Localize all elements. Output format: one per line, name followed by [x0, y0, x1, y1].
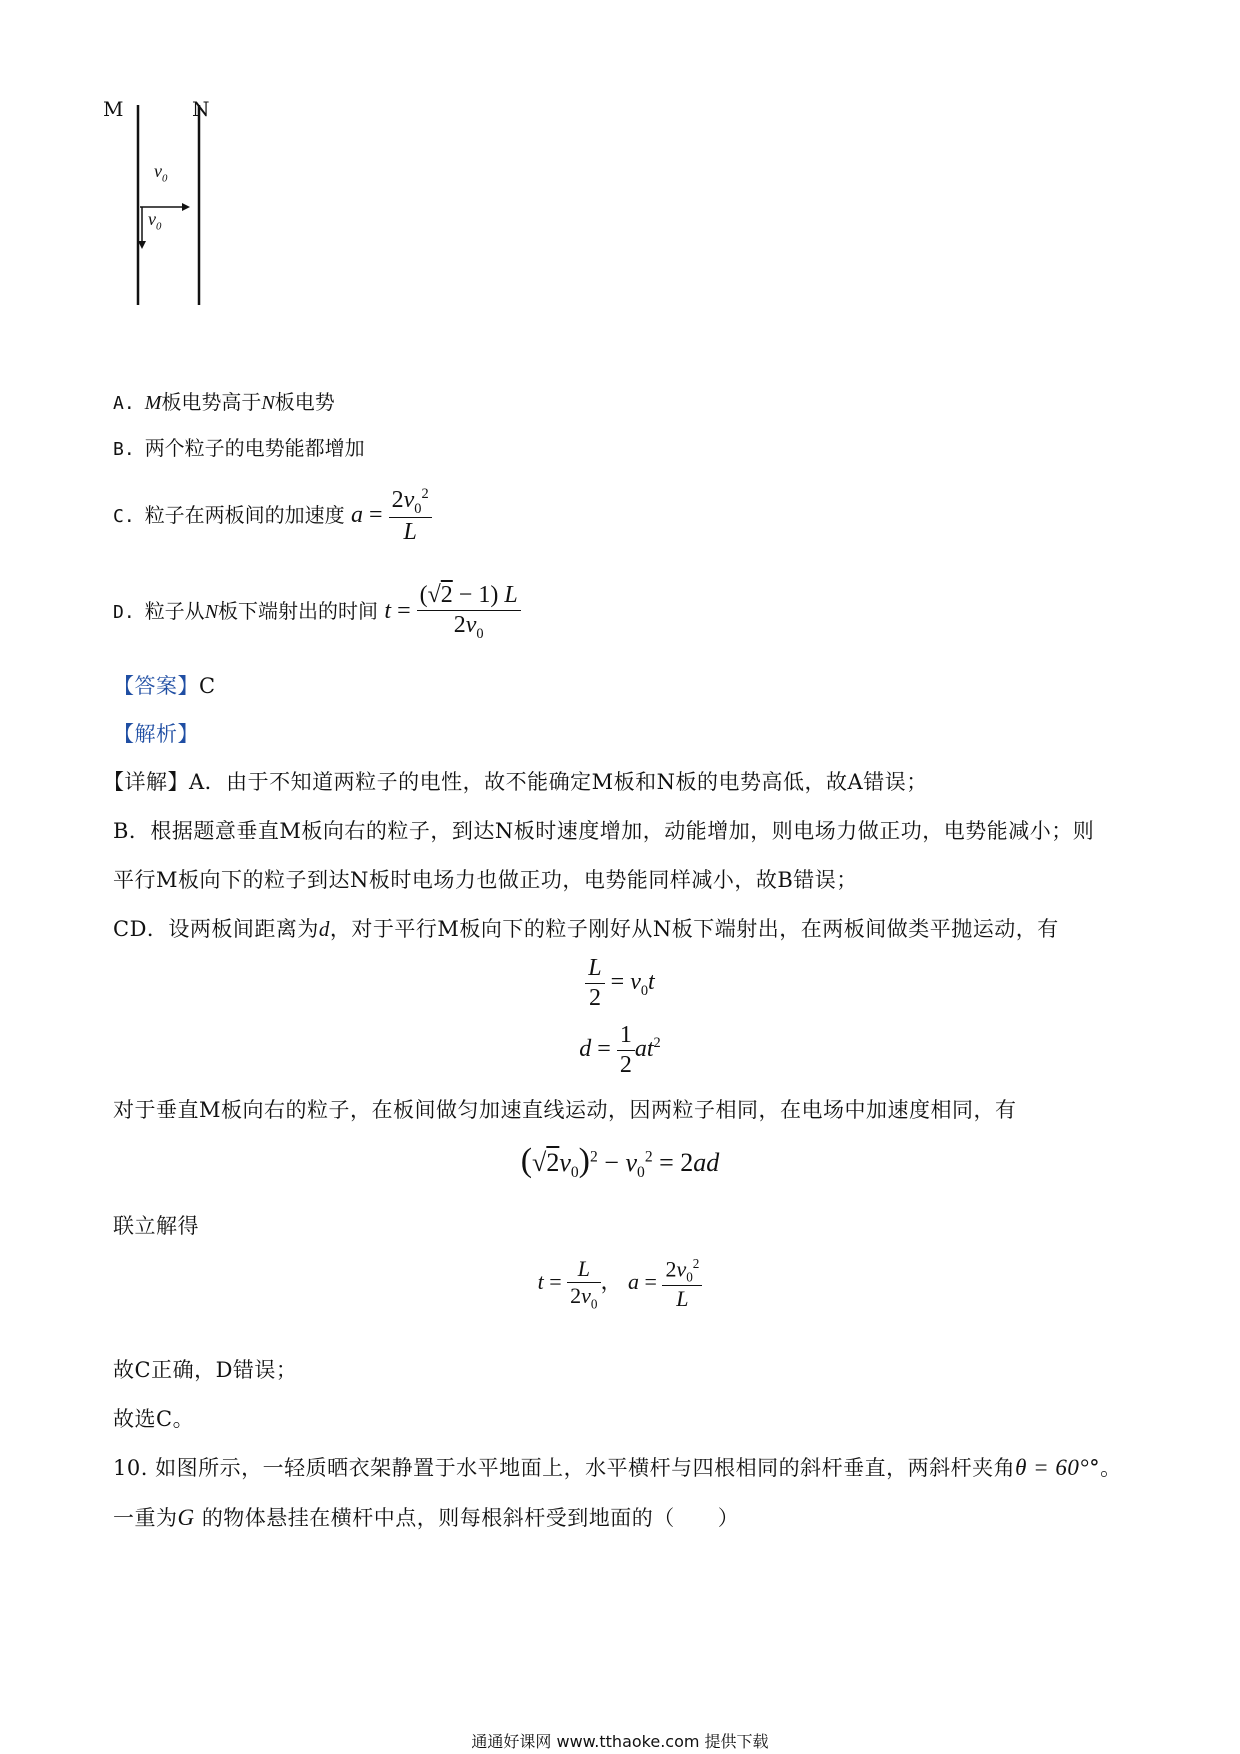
plates-svg	[100, 95, 220, 315]
detail-cd: CD．设两板间距离为d，对于平行M板向下的粒子刚好从N板下端射出，在两板间做类平抛运动，有	[113, 917, 1059, 941]
velocity-down-label: $v_0$	[148, 209, 162, 233]
detail-b-line1: B．根据题意垂直M板向右的粒子，到达N板时速度增加，动能增加，则电场力做正功，电势能减小；则	[113, 819, 1095, 843]
option-c-formula: a = $\frac{2v_0^2}{L}$	[351, 502, 432, 528]
question10-line1: 10. 如图所示，一轻质晒衣架静置于水平地面上，水平横杆与四根相同的斜杆垂直，两斜杆夹角θ = 60°°。	[113, 1455, 1122, 1480]
answer-value: C	[199, 674, 216, 698]
analysis-line	[113, 718, 199, 748]
plates-diagram	[100, 95, 220, 315]
equation-2: d = $\frac{1}{2}$ $at^2$	[579, 1022, 661, 1078]
answer-line	[113, 670, 216, 700]
detail-a: 【详解】A．由于不知道两粒子的电性，故不能确定M板和N板的电势高低，故A错误；	[103, 770, 928, 794]
option-b: B. 两个粒子的电势能都增加	[113, 436, 365, 460]
detail-b-line2: 平行M板向下的粒子到达N板时电场力也做正功，电势能同样减小，故B错误；	[113, 868, 858, 892]
equation-1: $\frac{L}{2}$ = $v_0t$	[0, 955, 1240, 1012]
conclusion-2: 故选C。	[113, 1407, 195, 1431]
option-d-formula: t = $\frac{(√2 - 1) L}{2v_0}$	[384, 598, 520, 624]
option-d: D. 粒子从N板下端射出的时间 t = $\frac{(√2 - 1) L}{2v_0}$	[113, 582, 521, 643]
option-a: A. M板电势高于N板电势	[113, 390, 335, 414]
conclusion-1: 故C正确，D错误；	[113, 1358, 298, 1382]
plate-m-label: M	[103, 97, 124, 121]
answer-tag: 【答案】	[113, 674, 199, 698]
velocity-right-label: $v_0$	[154, 161, 168, 185]
equation-4: t = $\frac{L}{2v_0}$ ， a = $\frac{2v_0^2}{L}$	[0, 1256, 1240, 1312]
analysis-tag: 【解析】	[113, 722, 199, 746]
detail-combine: 联立解得	[113, 1214, 199, 1238]
detail-perpendicular: 对于垂直M板向右的粒子，在板间做匀加速直线运动，因两粒子相同，在电场中加速度相同，有	[113, 1098, 1017, 1122]
page-footer: 通通好课网 www.tthaoke.com 提供下载	[471, 1732, 769, 1751]
equation-3: $(√2v_0)^2 - v_0^2 = 2ad$	[520, 1142, 720, 1182]
plate-n-label: N	[192, 97, 210, 121]
question10-line2: 一重为G 的物体悬挂在横杆中点，则每根斜杆受到地面的（ ）	[113, 1505, 740, 1530]
option-c: C. 粒子在两板间的加速度 a = $\frac{2v_0^2}{L}$	[113, 486, 432, 547]
